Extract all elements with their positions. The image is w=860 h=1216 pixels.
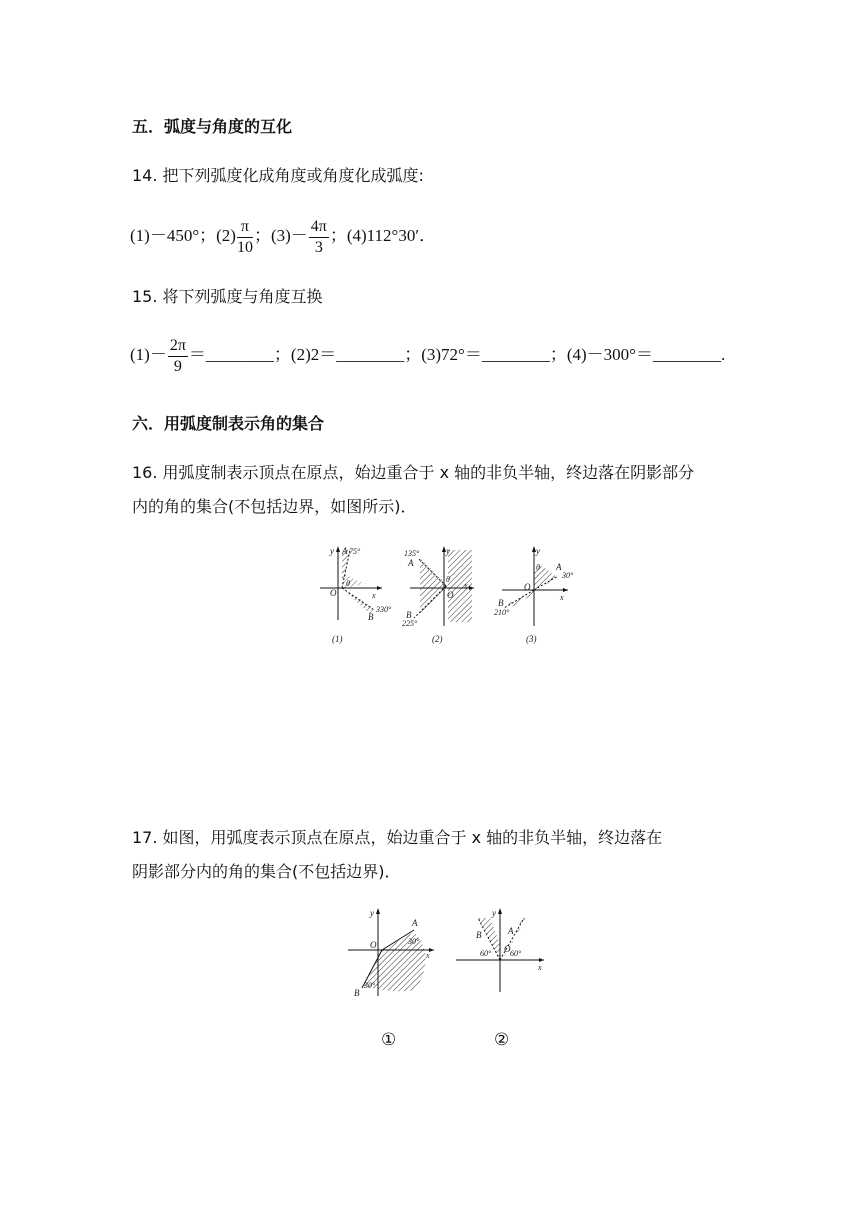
point-b-label: B xyxy=(368,612,374,622)
angle-a-label: 75° xyxy=(349,547,361,556)
angle-b-label: 30° xyxy=(364,981,376,990)
point-a-label: A xyxy=(412,918,418,928)
x-axis-label: x xyxy=(538,963,542,972)
point-b-label: B xyxy=(354,988,360,998)
figure-caption: (3) xyxy=(526,634,537,644)
figure-caption: (2) xyxy=(432,634,443,644)
y-axis-label: y xyxy=(330,546,334,556)
section-6-title: 六．用弧度制表示角的集合 xyxy=(132,414,325,433)
angle-right-label: 60° xyxy=(510,949,522,958)
x-axis-label: x xyxy=(426,951,430,960)
theta-label: θ xyxy=(346,579,350,588)
q16-figure-2 xyxy=(400,542,484,646)
y-axis-label: y xyxy=(446,546,450,556)
origin-label: O xyxy=(370,940,377,950)
q17-caption-2: ② xyxy=(494,1030,510,1050)
section-5-title: 五．弧度与角度的互化 xyxy=(132,117,293,136)
q16-figure-3 xyxy=(492,542,578,646)
q14-items xyxy=(130,212,436,260)
origin-label: O xyxy=(447,590,454,600)
q14-part3: ；(4)112°30′． xyxy=(329,226,437,245)
point-b-label: B xyxy=(498,598,504,608)
q17-figure-1 xyxy=(344,904,440,1000)
q14-stem: 14. 把下列弧度化成角度或角度化成弧度: xyxy=(132,166,424,185)
point-a-label: A xyxy=(408,558,414,568)
q16-line-1: 16. 用弧度制表示顶点在原点，始边重合于 x 轴的非负半轴，终边落在阴影部分 xyxy=(132,463,695,482)
q14-part1: (1)－450°；(2) xyxy=(130,226,236,245)
q14-fraction-2: $\frac{4\pi}{3}$ xyxy=(310,217,327,256)
point-a-label: A xyxy=(508,926,514,936)
x-axis-label: x xyxy=(372,591,376,600)
q17-line-2: 阴影部分内的角的集合(不包括边界)． xyxy=(132,862,401,881)
shaded-region xyxy=(342,588,374,614)
q17-caption-1: ① xyxy=(381,1030,397,1050)
q16-figure-1 xyxy=(316,542,402,646)
point-b-label: B xyxy=(406,610,412,620)
x-axis-label: x xyxy=(464,581,468,590)
q15-part1: (1)－ xyxy=(130,345,167,364)
q15-stem: 15. 将下列弧度与角度互换 xyxy=(132,287,323,306)
x-axis-label: x xyxy=(560,593,564,602)
theta-label: θ xyxy=(536,563,540,572)
origin-label: O xyxy=(504,944,511,954)
angle-a-label: 135° xyxy=(404,549,420,558)
q16-line-2: 内的角的集合(不包括边界，如图所示)． xyxy=(132,497,417,516)
angle-left-label: 60° xyxy=(480,949,492,958)
figure-caption: (1) xyxy=(332,634,343,644)
angle-b-label: 210° xyxy=(494,608,510,617)
point-a-label: A xyxy=(556,562,562,572)
point-a-label: A xyxy=(342,546,348,556)
q17-figure-2 xyxy=(454,904,550,1000)
origin-label: O xyxy=(330,588,337,598)
q17-line-1: 17. 如图，用弧度表示顶点在原点，始边重合于 x 轴的非负半轴，终边落在 xyxy=(132,828,663,847)
q14-fraction-1: $\frac{\pi}{10}$ xyxy=(236,217,253,256)
angle-a-label: 30° xyxy=(562,571,574,580)
y-axis-label: y xyxy=(370,908,374,918)
q14-part2: ；(3)－ xyxy=(253,226,308,245)
point-b-label: B xyxy=(476,930,482,940)
angle-b-label: 225° xyxy=(402,619,418,628)
theta-label: θ xyxy=(446,575,450,584)
y-axis-label: y xyxy=(536,546,540,556)
y-axis-label: y xyxy=(492,908,496,918)
angle-a-label: 30° xyxy=(408,937,420,946)
angle-b-label: 330° xyxy=(376,605,392,614)
origin-label: O xyxy=(524,582,531,592)
q15-fraction: $\frac{2\pi}{9}$ xyxy=(169,336,186,375)
q15-items xyxy=(130,331,725,379)
q15-part2: ＝________；(2)2＝________；(3)72°＝________；(4)－300°＝________. xyxy=(188,345,726,364)
